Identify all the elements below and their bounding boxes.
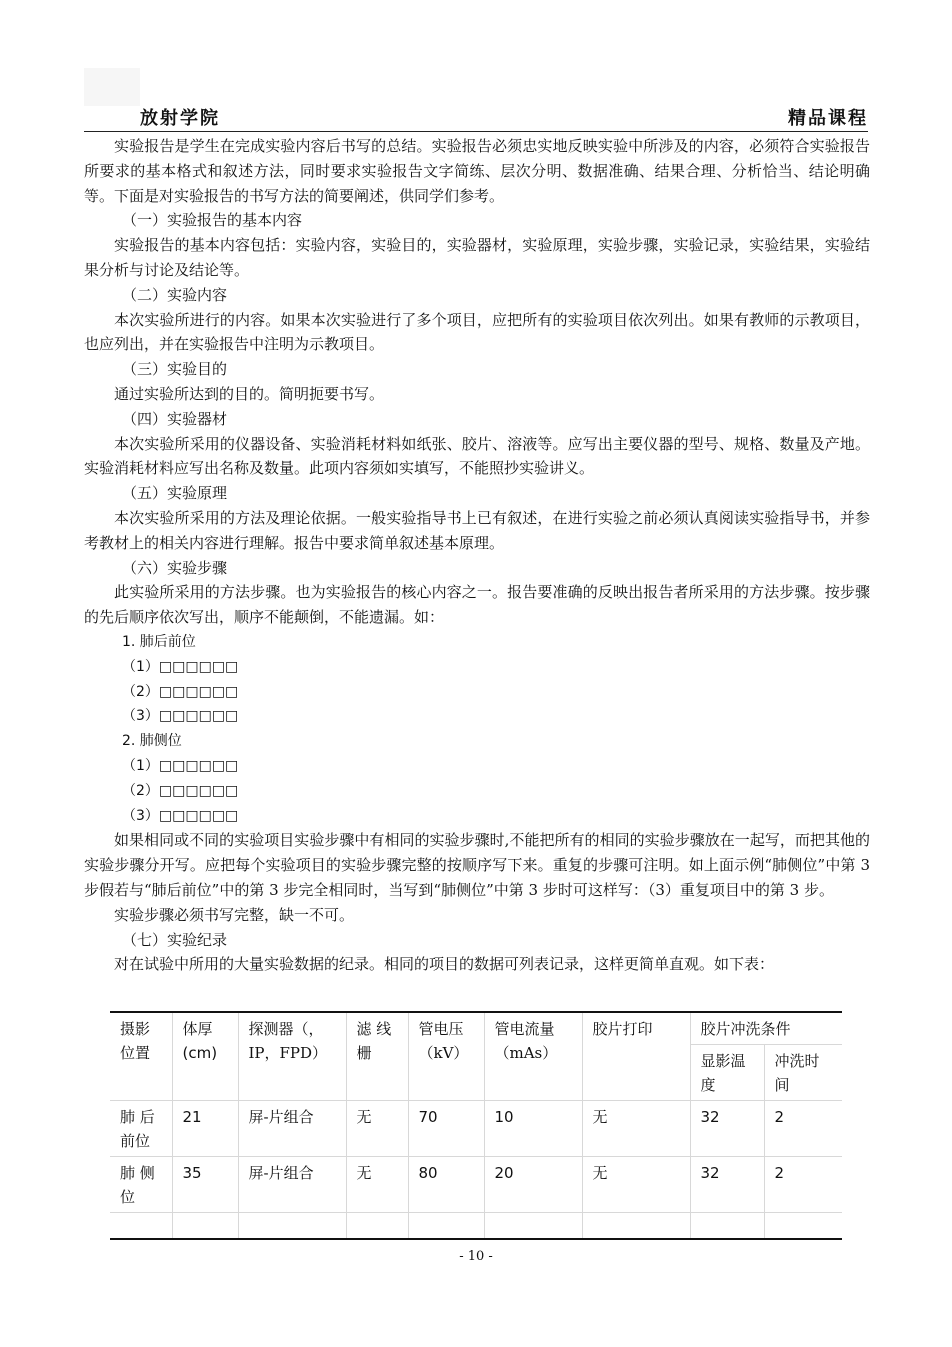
step-item: （3）□□□□□□ <box>122 807 239 824</box>
page-number: - 10 - <box>459 1249 493 1264</box>
section-heading: （四）实验器材 <box>122 409 228 428</box>
cell-time: 2 <box>764 1101 842 1157</box>
cell-mas: 20 <box>484 1157 582 1213</box>
section-paragraph: 本次实验所采用的方法及理论依据。一般实验指导书上已有叙述，在进行实验之前必须认真阅读实验指导书，并参考教材上的相关内容进行理解。报告中要求简单叙述基本原理。 <box>84 508 870 552</box>
col-header-thickness: 体厚(cm) <box>172 1012 238 1101</box>
cell-print: 无 <box>582 1101 690 1157</box>
cell-mas: 10 <box>484 1101 582 1157</box>
cell-thickness: 35 <box>172 1157 238 1213</box>
section-heading: （七）实验纪录 <box>122 930 228 949</box>
section-paragraph: 实验步骤必须书写完整，缺一不可。 <box>114 905 355 924</box>
col-header-time: 冲洗时间 <box>764 1045 842 1101</box>
col-header-washing: 胶片冲洗条件 <box>690 1012 842 1045</box>
section-paragraph: 如果相同或不同的实验项目实验步骤中有相同的实验步骤时,不能把所有的相同的实验步骤放在一起写，而把其他的实验步骤分开写。应把每个实验项目的实验步骤完整的按顺序写下来。重复的步骤可注明。如上面示例“肺侧位”中第 3 步假若与“肺后前位”中的第 3 步完全相同时，当写到“肺侧位”中第 3 步时可这样写：（3）重复项目中的第 3 步。 <box>84 831 870 899</box>
section-heading: （五）实验原理 <box>122 484 228 503</box>
step-group-title: 2. 肺侧位 <box>122 733 182 750</box>
section-paragraph: 本次实验所采用的仪器设备、实验消耗材料如纸张、胶片、溶液等。应写出主要仪器的型号、规格、数量及产地。实验消耗材料应写出名称及数量。此项内容须如实填写，不能照抄实验讲义。 <box>84 434 870 478</box>
section-heading: （三）实验目的 <box>122 360 228 379</box>
step-item: （3）□□□□□□ <box>122 708 239 725</box>
cell-position: 肺 后前位 <box>110 1101 172 1157</box>
section-paragraph: 通过实验所达到的目的。简明扼要书写。 <box>114 384 385 403</box>
cell-grid: 无 <box>346 1101 408 1157</box>
cell-position: 肺 侧位 <box>110 1157 172 1213</box>
document-body <box>84 134 870 977</box>
section-paragraph: 实验报告的基本内容包括：实验内容，实验目的，实验器材，实验原理，实验步骤，实验记录，实验结果，实验结果分析与讨论及结论等。 <box>84 236 870 279</box>
col-header-position: 摄影位置 <box>110 1012 172 1101</box>
step-group-title: 1. 肺后前位 <box>122 633 196 650</box>
cell-detector: 屏-片组合 <box>238 1101 346 1157</box>
cell-temp: 32 <box>690 1101 764 1157</box>
cell-detector: 屏-片组合 <box>238 1157 346 1213</box>
table-row <box>110 1101 842 1157</box>
step-item: （1）□□□□□□ <box>122 757 239 774</box>
cell-grid: 无 <box>346 1157 408 1213</box>
col-header-print: 胶片打印 <box>582 1012 690 1101</box>
cell-kv: 70 <box>408 1101 484 1157</box>
step-item: （1）□□□□□□ <box>122 658 239 675</box>
section-heading: （一）实验报告的基本内容 <box>122 211 303 230</box>
section-paragraph: 此实验所采用的方法步骤。也为实验报告的核心内容之一。报告要准确的反映出报告者所采用的方法步骤。按步骤的先后顺序依次写出，顺序不能颠倒，不能遗漏。如： <box>84 583 870 627</box>
section-paragraph: 本次实验所进行的内容。如果本次实验进行了多个项目，应把所有的实验项目依次列出。如果有教师的示教项目，也应列出，并在实验报告中注明为示教项目。 <box>84 310 870 354</box>
col-header-temp: 显影温度 <box>690 1045 764 1101</box>
table-header-row <box>110 1012 842 1045</box>
col-header-detector: 探测器（，IP，FPD） <box>238 1012 346 1101</box>
section-heading: （六）实验步骤 <box>122 558 228 577</box>
cell-time: 2 <box>764 1157 842 1213</box>
intro-paragraph: 实验报告是学生在完成实验内容后书写的总结。实验报告必须忠实地反映实验中所涉及的内容，必须符合实验报告所要求的基本格式和叙述方法，同时要求实验报告文字简练、层次分明、数据准确、结果合理、分析恰当、结论明确等。下面是对实验报告的书写方法的简要阐述，供同学们参考。 <box>84 137 870 205</box>
table-row <box>110 1157 842 1213</box>
col-header-kv: 管电压（kV） <box>408 1012 484 1101</box>
cell-temp: 32 <box>690 1157 764 1213</box>
header-course: 精品课程 <box>788 108 868 129</box>
col-header-grid: 滤 线栅 <box>346 1012 408 1101</box>
header-rule <box>84 131 868 132</box>
cell-kv: 80 <box>408 1157 484 1213</box>
experiment-record-table <box>110 1011 842 1240</box>
header-school: 放射学院 <box>140 108 220 129</box>
scan-artifact <box>84 68 140 106</box>
step-item: （2）□□□□□□ <box>122 683 239 700</box>
col-header-mas: 管电流量（mAs） <box>484 1012 582 1101</box>
section-paragraph: 对在试验中所用的大量实验数据的纪录。相同的项目的数据可列表记录，这样更简单直观。如下表： <box>114 955 775 974</box>
cell-thickness: 21 <box>172 1101 238 1157</box>
step-item: （2）□□□□□□ <box>122 782 239 799</box>
table-empty-row <box>110 1213 842 1240</box>
section-heading: （二）实验内容 <box>122 285 228 304</box>
cell-print: 无 <box>582 1157 690 1213</box>
